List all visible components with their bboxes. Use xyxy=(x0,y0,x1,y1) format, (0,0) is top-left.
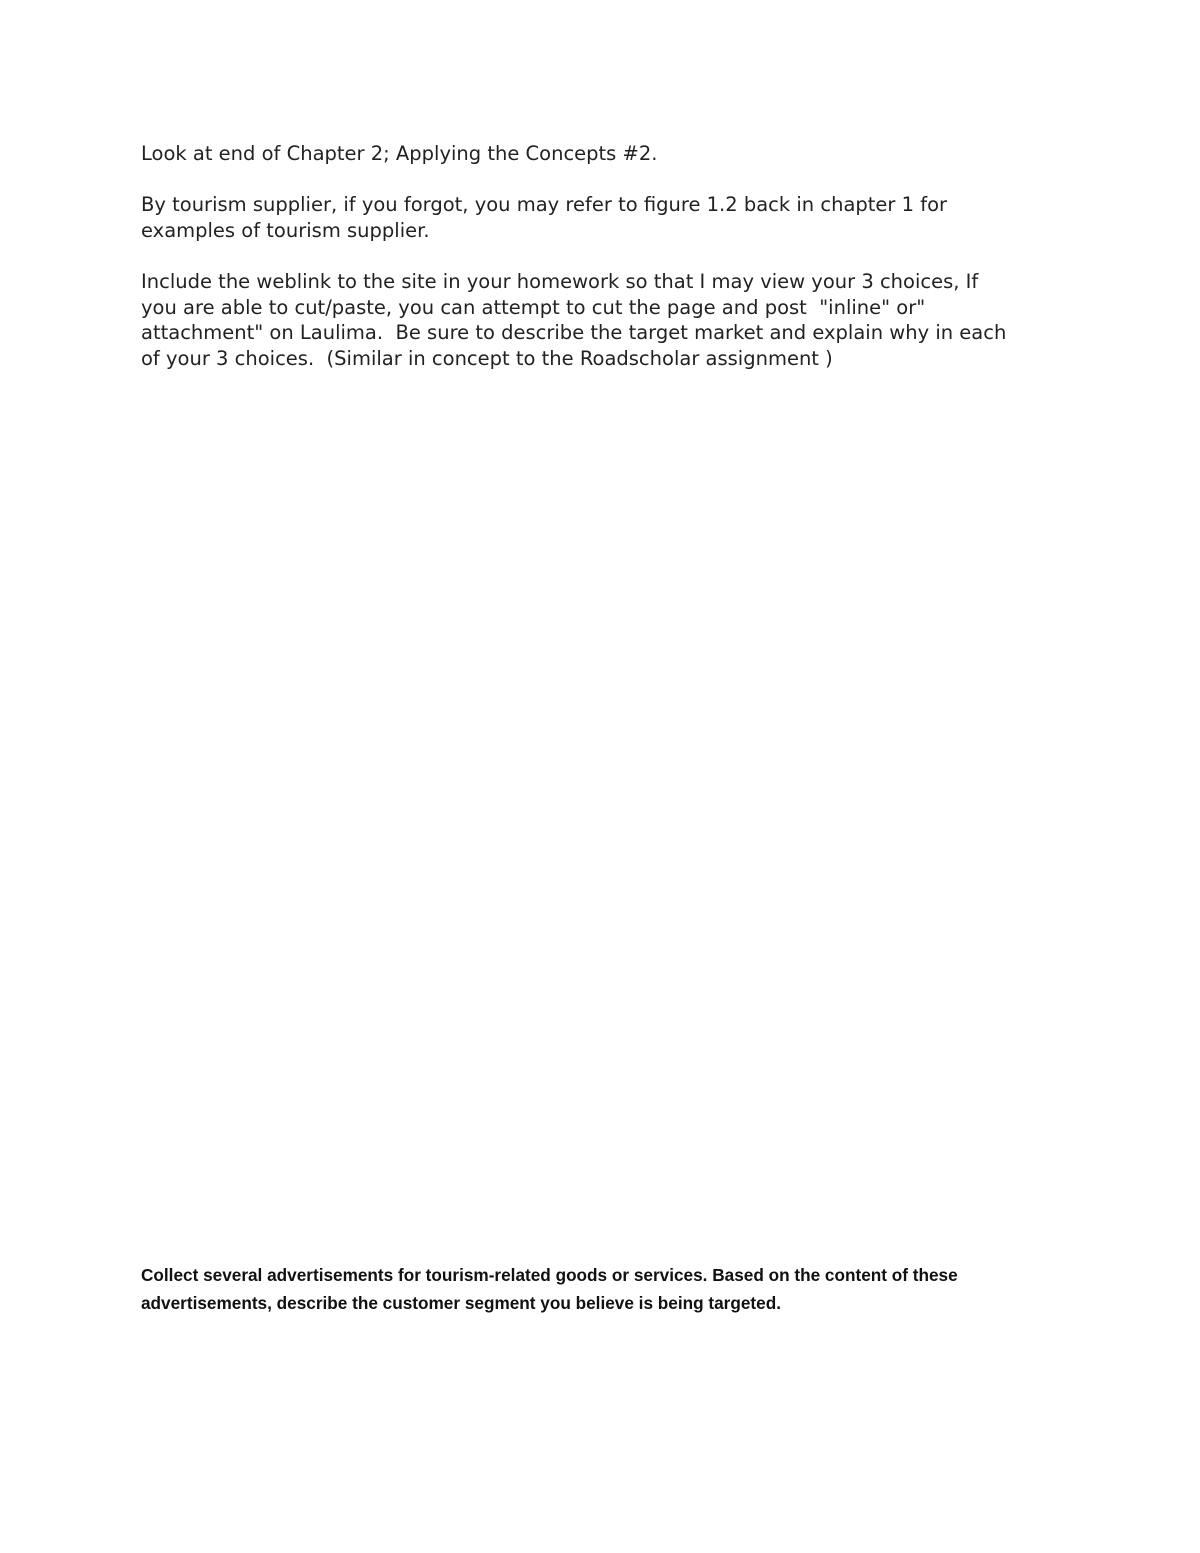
instruction-paragraph-2: By tourism supplier, if you forgot, you may refer to figure 1.2 back in chapter 1 for examples of tourism supplier. xyxy=(141,193,948,242)
assignment-question: Collect several advertisements for tourism-related goods or services. Based on the content of these advertisements, describe the customer segment you believe is being targeted. xyxy=(141,1265,958,1313)
instruction-paragraph-3: Include the weblink to the site in your homework so that I may view your 3 choices, If you are able to cut/paste, you can attempt to cut the page and post "inline" or" attachment" on Laulima. Be sure to describe the target market and explain why in each of your 3 choices. (Similar in concept to the Roadscholar assignment ) xyxy=(141,270,1007,371)
instruction-paragraph-1: Look at end of Chapter 2; Applying the Concepts #2. xyxy=(141,142,658,165)
